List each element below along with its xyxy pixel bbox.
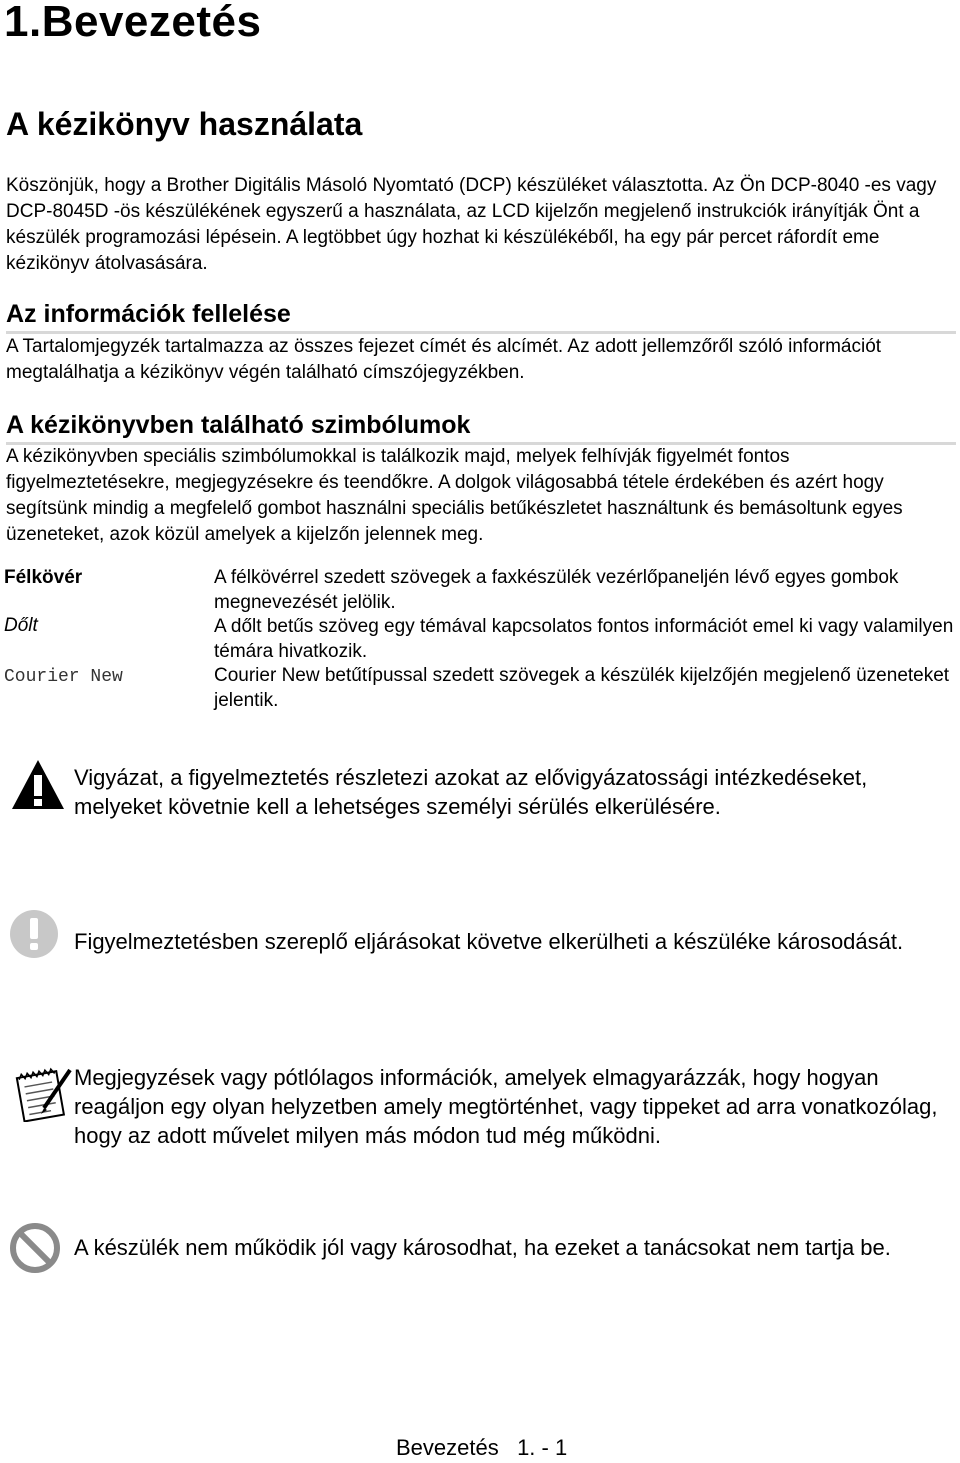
caution-note-text: Figyelmeztetésben szereplő eljárásokat követve elkerülheti a készüléke károsodását. (74, 929, 904, 954)
caution-circle-icon (9, 909, 59, 964)
intro-paragraph: Köszönjük, hogy a Brother Digitális Másoló Nyomtató (DCP) készüléket választotta. Az Ön DCP-8040 -es vagy DCP-8045D -ös készülékének egyszerű a használata, az LCD kijelzőn megjelenő instrukciók irányítják Önt a készülék programozási lépésein. A legtöbbet úgy hozhat ki készülékéből, ha egy pár percet ráfordít eme kézikönyv átolvasására. (6, 175, 937, 274)
warning-triangle-icon (10, 758, 66, 817)
prohibited-icon (9, 1222, 61, 1279)
page-footer: Bevezetés 1. - 1 (396, 1435, 568, 1460)
memo-note-text: Megjegyzések vagy pótlólagos információk, amelyek elmagyarázzák, hogy hogyan reagáljon egy olyan helyzetben amely megtörténhet, vagy tippeket ad arra vonatkozólag, hogy az adott művelet milyen más módon tud még működni. (74, 1065, 938, 1148)
symbols-section-title: A kézikönyvben található szimbólumok (6, 409, 956, 445)
symbol-term-italic: Dőlt (4, 615, 38, 636)
symbol-description-courier: Courier New betűtípussal szedett szövegek a készülék kijelzőjén megjelenő üzeneteket jelentik. (214, 665, 950, 711)
symbol-description-italic: A dőlt betűs szöveg egy témával kapcsolatos fontos információt emel ki vagy valamilyen témára hivatkozik. (214, 616, 954, 662)
symbol-term-courier: Courier New (4, 667, 123, 687)
symbols-section-paragraph: A kézikönyvben speciális szimbólumokkal is találkozik majd, melyek felhívják figyelmét fontos figyelmeztetésekre, megjegyzésekre és teendőkre. A dolgok világosabbá tétele érdekében és azért hogy segítsünk mindig a megfelelő gombot használni speciális betűkészletet használtunk és bemásoltunk egyes üzeneteket, azok közül amelyek a kijelzőn jelennek meg. (6, 446, 903, 545)
symbol-term-bold: Félkövér (4, 567, 83, 588)
warning-note-text: Vigyázat, a figyelmeztetés részletezi azokat az elővigyázatossági intézkedéseket, melyeket követnie kell a lehetséges személyi sérülés elkerülésére. (74, 765, 868, 819)
note-pad-icon (14, 1064, 74, 1127)
symbol-description-bold: A félkövérrel szedett szövegek a faxkészülék vezérlőpaneljén lévő egyes gombok megnevezését jelölik. (214, 567, 899, 613)
section-title: A kézikönyv használata (6, 106, 363, 142)
chapter-title: 1.Bevezetés (4, 0, 262, 46)
info-section-title: Az információk fellelése (6, 298, 956, 334)
prohibited-note-text: A készülék nem működik jól vagy károsodhat, ha ezeket a tanácsokat nem tartja be. (74, 1235, 891, 1260)
info-section-paragraph: A Tartalomjegyzék tartalmazza az összes fejezet címét és alcímét. Az adott jellemzőről szóló információt megtalálhatja a kézikönyv végén található címszójegyzékben. (6, 336, 882, 383)
